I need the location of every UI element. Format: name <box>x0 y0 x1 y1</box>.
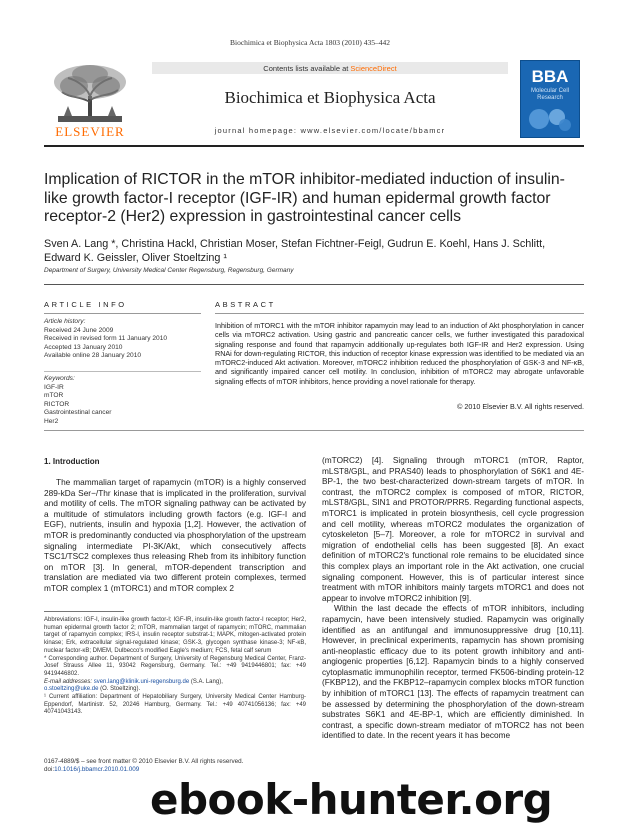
abstract-end-rule <box>44 430 584 431</box>
contents-prefix: Contents lists available at <box>263 64 351 73</box>
section-rule <box>44 284 584 285</box>
issn-block <box>44 758 243 774</box>
intro-paragraph: Within the last decade the effects of mTOR inhibitors, including rapamycin, have been intensively studied. Rapamycin was originally identified as an antifungal and immunosuppressive drug [10,11]. However, in preclinical experiments, rapamycin has shown promising anti-neoplastic efficacy due to its potent growth inhibitory and anti-angiogenic properties [6,12]. Rapamycin binds to a highly conserved cytoplasmatic immunophilin receptor, termed FK506-binding protein-12 (FKBP12), and the FKBP12–rapamycin complex blocks mTOR function by inhibition of mTORC1 [13]. The effects of rapamycin treatment can be assessed by determining the phosphorylation of the down-stream substrates S6K1 and 4E-BP-1, which are efficiently diminished. In contrast, a specific down-stream mediator of mTORC2 has not been identified to date. In the recent years it has become <box>322 603 584 741</box>
affiliation: Department of Surgery, University Medical Center Regensburg, Regensburg, Germany <box>44 267 294 274</box>
intro-paragraph: (mTORC2) [4]. Signaling through mTORC1 (mTOR, Raptor, mLST8/GβL, and PRAS40) leads to phosphorylation of S6K1 and 4E-BP-1, the two best-characterized down-stream targets of mTOR. In contrast, the mTORC2 complex is composed of mTOR, RICTOR, mLST8/GβL, SIN1 and PROTOR/PRR5. Regarding functional aspects, mTORC1 is implicated in protein biosynthesis, cell cycle progression and cell motility, whereas mTORC2 modulates the organization of cytoskeleton [5–7]. Moreover, a role for mTORC2 in survival and migration of endothelial cells has been suggested [8]. An exact definition of mTORC2's functional role remains to be elucidated since this complex plays an important role in the Akt activation, one crucial signaling component. However, this is of particular interest since treatment with mTOR inhibitors mainly targets mTORC1 and does not appear to involve mTORC2 inhibition [9]. <box>322 455 584 603</box>
issn-line: 0167-4889/$ – see front matter © 2010 Elsevier B.V. All rights reserved. <box>44 758 244 765</box>
email-suffix: (O. Stoeltzing). <box>98 686 141 693</box>
article-history <box>44 318 204 361</box>
journal-reference: Biochimica et Biophysica Acta 1803 (2010) 435–442 <box>230 38 390 47</box>
section-heading-introduction: 1. Introduction <box>44 457 100 466</box>
keywords-label: Keywords: <box>44 375 75 382</box>
history-item: Available online 28 January 2010 <box>44 352 142 359</box>
abstract-copyright: © 2010 Elsevier B.V. All rights reserved. <box>457 402 584 411</box>
cover-subtitle: Molecular Cell Research <box>530 88 569 101</box>
footnote-rule <box>44 611 124 612</box>
email-suffix: (S.A. Lang), <box>189 678 223 685</box>
abstract-heading: ABSTRACT <box>215 300 276 309</box>
cover-title: BBA <box>531 67 569 86</box>
intro-right-column <box>322 455 584 741</box>
article-title: Implication of RICTOR in the mTOR inhibitor-mediated induction of insulin-like growth factor-I receptor (IGF-IR) and human epidermal growth factor receptor-2 (Her2) expression in gastrointestinal cancer cells <box>44 171 565 225</box>
keyword: Her2 <box>44 417 59 425</box>
footnote-abbreviations: Abbreviations: IGF-I, insulin-like growth factor-I; IGF-IR, insulin-like growth factor-I receptor; Her2, human epidermal growth factor 2; mTOR, mammalian target of rapamycin; mTORC, mammalian target of rapamycin complex; IRS-I, insulin receptor substrat-1; MAPK, mitogen-activated protein kinase; Erk, extracellular signal-regulated kinase; GSK-3, glycogen synthase kinase-3; NF-κB, nuclear factor-κB; DMEM, Dulbecco's modified Eagle's medium; FCS, fetal calf serum <box>44 617 306 654</box>
footnotes <box>44 617 306 717</box>
keyword: mTOR <box>44 392 64 399</box>
history-item: Received 24 June 2009 <box>44 326 114 334</box>
article-info-heading: ARTICLE INFO <box>44 300 127 309</box>
abstract-rule <box>215 313 584 314</box>
history-item: Accepted 13 January 2010 <box>44 343 123 351</box>
footnote-affiliation: ¹ Current affiliation: Department of Hepatobiliary Surgery, University Medical Center Hamburg-Eppendorf, Martinistr. 52, 20246 Hamburg, Germany. Tel.: +49 40741056136; fax: +49 40741043143. <box>44 694 306 716</box>
history-label: Article history: <box>44 318 86 325</box>
author-list <box>44 237 584 265</box>
keywords-list <box>44 375 204 426</box>
journal-cover-image <box>520 60 580 138</box>
intro-paragraph: The mammalian target of rapamycin (mTOR) is a highly conserved 289-kDa Ser−/Thr kinase that is implicated in the proliferation, survival and motility of cells. The mTOR signaling pathway can be activated by a multitude of stimulators including growth factors (e.g. IGF-I and EGF), nutrients, insulin and hypoxia [1,2]. However, the activation of mTOR is predominantly conducted via phosphorylation of the upstream signaling intermediate PI-3K/Akt, which consecutively affects TSC1/TSC2 complexes thus releasing Rheb from its inhibitory function on mTOR [3]. In general, mTOR-dependent transcription and translation are mediated via two different protein complexes, termed mTOR complex 1 (mTORC1) and mTOR complex 2 <box>44 477 306 593</box>
keyword: RICTOR <box>44 400 70 408</box>
author-line-1: Sven A. Lang *, Christina Hackl, Christian Moser, Stefan Fichtner-Feigl, Gudrun E. Koehl, Hans J. Schlitt, <box>44 238 546 250</box>
elsevier-wordmark: ELSEVIER <box>55 124 125 139</box>
history-item: Received in revised form 11 January 2010 <box>44 335 168 342</box>
watermark-text: ebook-hunter.org <box>150 775 553 824</box>
footnote-emails <box>44 679 306 694</box>
header-rule <box>44 145 584 147</box>
journal-name: Biochimica et Biophysica Acta <box>224 88 436 107</box>
keyword: IGF-IR <box>44 383 64 391</box>
intro-left-column <box>44 477 306 594</box>
keywords-rule <box>44 371 201 372</box>
email-link[interactable]: o.stoeltzing@uke.de <box>44 686 99 693</box>
article-info-rule <box>44 313 201 314</box>
cover-illustration <box>525 105 575 133</box>
author-line-2: Edward K. Geissler, Oliver Stoeltzing ¹ <box>44 252 228 264</box>
keyword: Gastrointestinal cancer <box>44 409 112 416</box>
journal-homepage[interactable]: journal homepage: www.elsevier.com/locate/bbamcr <box>214 126 446 135</box>
doi-link[interactable]: 10.1016/j.bbamcr.2010.01.009 <box>54 766 140 773</box>
contents-line <box>152 64 508 73</box>
abstract-text: Inhibition of mTORC1 with the mTOR inhibitor rapamycin may lead to an induction of Akt phosphorylation in cancer cells via mTORC2 activation. Using gastric and pancreatic cancer cells, we further investigated this paradoxical signaling response and found that rapamycin additionally up-regulates both IGF-IR and Her2 expression. Using RNAi for down-regulating RICTOR, this induction of receptor kinase expression was identified to be mediated via an mTORC2-induced Akt activation. Moreover, mTORC2 inhibition reduced the phosphorylation of GSK-3 and NF-κB, and significantly impaired cancer cell motility. In conclusion, inhibition of mTORC2 may abrogate unfavorable signaling effects of mTOR inhibitors, hence providing a novel rationale for therapy. <box>215 321 584 386</box>
email-link[interactable]: sven.lang@klinik.uni-regensburg.de <box>93 678 190 685</box>
sciencedirect-link[interactable]: ScienceDirect <box>350 64 397 73</box>
doi-line <box>44 766 243 774</box>
doi-prefix: doi: <box>44 766 55 773</box>
footnote-corresponding: * Corresponding author. Department of Surgery, University of Regensburg Medical Center, Franz-Josef Strauss Allee 11, 93042 Regensburg, Germany. Tel.: +49 9419446801; fax: +49 9419446802. <box>44 655 306 677</box>
email-label: E-mail addresses: <box>44 678 94 685</box>
